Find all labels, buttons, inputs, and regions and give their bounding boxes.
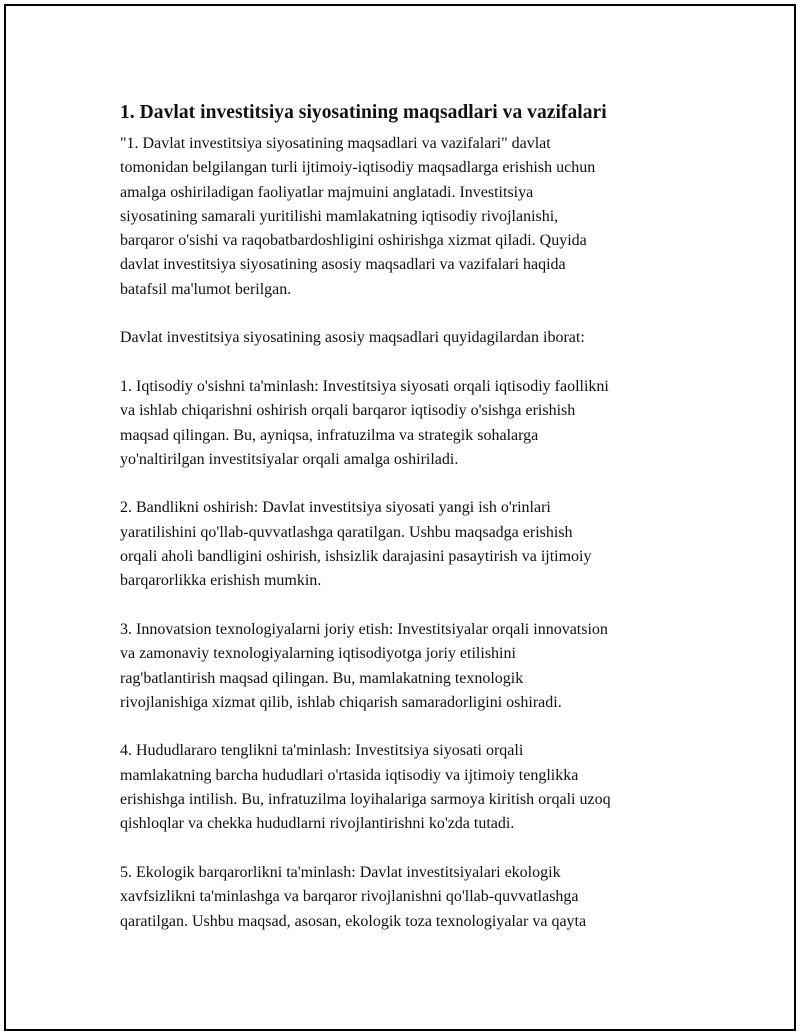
goal-item-2	[120, 496, 700, 593]
text-line: maqsad qilingan. Bu, ayniqsa, infratuzilma va strategik sohalarga	[120, 426, 539, 444]
text-line: barqaror o'sishi va raqobatbardoshligini oshirishga xizmat qiladi. Quyida	[120, 232, 587, 250]
text-line: davlat investitsiya siyosatining asosiy maqsadlari va vazifalari haqida	[120, 256, 566, 274]
text-line: batafsil ma'lumot berilgan.	[120, 280, 292, 298]
text-line: orqali aholi bandligini oshirish, ishsizlik darajasini pasaytirish va ijtimoiy	[120, 548, 592, 566]
text-line: xavfsizlikni ta'minlashga va barqaror rivojlanishni qo'llab-quvvatlashga	[120, 888, 579, 906]
text-line: 1. Iqtisodiy o'sishni ta'minlash: Investitsiya siyosati orqali iqtisodiy faollikni	[120, 377, 609, 395]
text-line: mamlakatning barcha hududlari o'rtasida iqtisodiy va ijtimoiy tenglikka	[120, 766, 579, 784]
text-line: erishishga intilish. Bu, infratuzilma loyihalariga sarmoya kiritish orqali uzoq	[120, 791, 611, 809]
document-body	[120, 100, 700, 934]
text-line: yaratilishini qo'llab-quvvatlashga qaratilgan. Ushbu maqsadga erishish	[120, 523, 573, 541]
text-line: yo'naltirilgan investitsiyalar orqali amalga oshiriladi.	[120, 450, 459, 468]
text-line: rag'batlantirish maqsad qilingan. Bu, mamlakatning texnologik	[120, 669, 524, 687]
document-title: 1. Davlat investitsiya siyosatining maqsadlari va vazifalari	[120, 102, 607, 123]
goal-item-3	[120, 618, 700, 715]
text-line: qaratilgan. Ushbu maqsad, asosan, ekologik toza texnologiyalar va qayta	[120, 912, 587, 930]
text-line: amalga oshiriladigan faoliyatlar majmuini anglatadi. Investitsiya	[120, 183, 534, 201]
text-line: Davlat investitsiya siyosatining asosiy maqsadlari quyidagilardan iborat:	[120, 329, 585, 347]
text-line: barqarorlikka erishish mumkin.	[120, 572, 322, 590]
goal-item-5	[120, 861, 700, 934]
goal-item-1	[120, 375, 700, 472]
text-line: 5. Ekologik barqarorlikni ta'minlash: Davlat investitsiyalari ekologik	[120, 863, 561, 881]
page-frame	[4, 4, 796, 1031]
text-line: va ishlab chiqarishni oshirish orqali barqaror iqtisodiy o'sishga erishish	[120, 402, 576, 420]
text-line: 4. Hududlararo tenglikni ta'minlash: Investitsiya siyosati orqali	[120, 742, 524, 760]
text-line: rivojlanishiga xizmat qilib, ishlab chiqarish samaradorligini oshiradi.	[120, 693, 562, 711]
intro-paragraph	[120, 132, 700, 302]
goal-item-4	[120, 739, 700, 836]
text-line: "1. Davlat investitsiya siyosatining maqsadlari va vazifalari" davlat	[120, 135, 551, 152]
text-line: tomonidan belgilangan turli ijtimoiy-iqtisodiy maqsadlarga erishish uchun	[120, 159, 596, 177]
text-line: qishloqlar va chekka hududlarni rivojlantirishni ko'zda tutadi.	[120, 815, 515, 833]
text-line: siyosatining samarali yuritilishi mamlakatning iqtisodiy rivojlanishi,	[120, 207, 559, 225]
text-line: 2. Bandlikni oshirish: Davlat investitsiya siyosati yangi ish o'rinlari	[120, 499, 551, 517]
text-line: 3. Innovatsion texnologiyalarni joriy etish: Investitsiyalar orqali innovatsion	[120, 620, 608, 638]
text-line: va zamonaviy texnologiyalarning iqtisodiyotga joriy etilishini	[120, 645, 516, 663]
lead-paragraph	[120, 326, 700, 350]
